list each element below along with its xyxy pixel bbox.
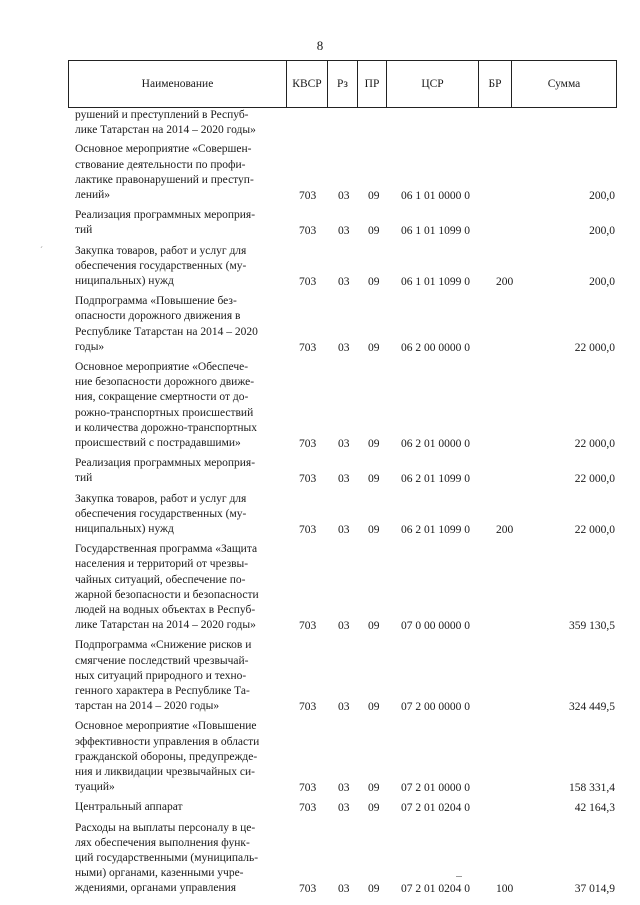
br-cell: 200 xyxy=(496,523,514,536)
kvsr-cell: 703 xyxy=(299,473,317,486)
csr-cell: 07 2 01 0000 0 xyxy=(401,782,470,795)
sum-cell: 22 000,0 xyxy=(574,437,615,450)
kvsr-cell: 703 xyxy=(299,341,317,354)
sum-cell: 37 014,9 xyxy=(574,883,615,896)
table-row xyxy=(0,492,640,543)
rz-cell: 03 xyxy=(338,523,350,536)
row-name: Центральный аппарат xyxy=(75,801,183,814)
table-row xyxy=(0,719,640,800)
table-row xyxy=(0,294,640,360)
table-row xyxy=(0,638,640,719)
page-number: 8 xyxy=(316,38,324,53)
header-name: Наименование xyxy=(69,61,287,107)
header-kvsr: КВСР xyxy=(287,61,328,107)
rz-cell: 03 xyxy=(338,883,350,896)
sum-cell: 324 449,5 xyxy=(569,701,615,714)
pr-cell: 09 xyxy=(368,620,380,633)
csr-cell: 07 2 00 0000 0 xyxy=(401,701,470,714)
pr-cell: 09 xyxy=(368,189,380,202)
kvsr-cell: 703 xyxy=(299,189,317,202)
table-header xyxy=(68,60,617,108)
rz-cell: 03 xyxy=(338,620,350,633)
pr-cell: 09 xyxy=(368,523,380,536)
table-row xyxy=(0,208,640,243)
br-cell: 100 xyxy=(496,883,514,896)
rz-cell: 03 xyxy=(338,782,350,795)
scan-dot xyxy=(456,876,462,877)
row-name: Закупка товаров, работ и услуг для обеспечения государственных (му- ниципальных) нужд xyxy=(75,244,247,287)
rz-cell: 03 xyxy=(338,437,350,450)
table-row xyxy=(0,142,640,208)
br-cell: 200 xyxy=(496,275,514,288)
row-name: Реализация программных мероприя- тий xyxy=(75,209,256,237)
row-name: Подпрограмма «Снижение рисков и смягчение последствий чрезвычай- ных ситуаций природного и техно- генного характера в Республике Та- тарстан на 2014 – 2020 годы» xyxy=(75,639,252,713)
kvsr-cell: 703 xyxy=(299,275,317,288)
pr-cell: 09 xyxy=(368,341,380,354)
sum-cell: 22 000,0 xyxy=(574,473,615,486)
csr-cell: 06 2 01 0000 0 xyxy=(401,437,470,450)
pr-cell: 09 xyxy=(368,473,380,486)
kvsr-cell: 703 xyxy=(299,620,317,633)
csr-cell: 06 1 01 1099 0 xyxy=(401,275,470,288)
rz-cell: 03 xyxy=(338,473,350,486)
header-sum: Сумма xyxy=(547,78,581,90)
kvsr-cell: 703 xyxy=(299,782,317,795)
table-row xyxy=(0,244,640,295)
rz-cell: 03 xyxy=(338,701,350,714)
row-name: Основное мероприятие «Совершен- ствование деятельности по профи- лактике правонарушений и преступ- лений» xyxy=(75,143,254,201)
sum-cell: 158 331,4 xyxy=(569,782,615,795)
pr-cell: 09 xyxy=(368,225,380,238)
csr-cell: 07 0 00 0000 0 xyxy=(401,620,470,633)
kvsr-cell: 703 xyxy=(299,883,317,896)
kvsr-cell: 703 xyxy=(299,225,317,238)
header-rz: Рз xyxy=(328,61,358,107)
table-row xyxy=(0,800,640,820)
table-row xyxy=(0,821,640,902)
row-name: рушений и преступлений в Респуб- лике Татарстан на 2014 – 2020 годы» xyxy=(75,109,256,137)
table-row xyxy=(0,108,640,142)
sum-cell: 200,0 xyxy=(589,225,615,238)
header-csr: ЦСР xyxy=(387,61,479,107)
scan-mark: ´ xyxy=(40,245,43,255)
sum-cell: 22 000,0 xyxy=(574,523,615,536)
csr-cell: 07 2 01 0204 0 xyxy=(401,802,470,815)
kvsr-cell: 703 xyxy=(299,437,317,450)
pr-cell: 09 xyxy=(368,275,380,288)
table-row xyxy=(0,456,640,491)
header-br: БР xyxy=(479,61,512,107)
row-name: Закупка товаров, работ и услуг для обеспечения государственных (му- ниципальных) нужд xyxy=(75,492,247,535)
table-row xyxy=(0,360,640,456)
row-name: Подпрограмма «Повышение без- опасности дорожного движения в Республике Татарстан на 2014 – 2020 годы» xyxy=(75,295,258,353)
csr-cell: 06 1 01 0000 0 xyxy=(401,189,470,202)
sum-cell: 200,0 xyxy=(589,189,615,202)
rz-cell: 03 xyxy=(338,802,350,815)
csr-cell: 06 2 01 1099 0 xyxy=(401,473,470,486)
csr-cell: 07 2 01 0204 0 xyxy=(401,883,470,896)
table-row xyxy=(0,542,640,638)
kvsr-cell: 703 xyxy=(299,802,317,815)
sum-cell: 359 130,5 xyxy=(569,620,615,633)
rz-cell: 03 xyxy=(338,275,350,288)
csr-cell: 06 2 00 0000 0 xyxy=(401,341,470,354)
csr-cell: 06 2 01 1099 0 xyxy=(401,523,470,536)
kvsr-cell: 703 xyxy=(299,701,317,714)
pr-cell: 09 xyxy=(368,701,380,714)
csr-cell: 06 1 01 1099 0 xyxy=(401,225,470,238)
row-name: Государственная программа «Защита населения и территорий от чрезвы- чайных ситуаций, обеспечение по- жарной безопасности и безопасности людей на водных объектах в Респуб- лике Татарстан на 2014 – 2020 годы» xyxy=(75,543,259,632)
rz-cell: 03 xyxy=(338,341,350,354)
sum-cell: 200,0 xyxy=(589,275,615,288)
header-pr: ПР xyxy=(358,61,387,107)
pr-cell: 09 xyxy=(368,883,380,896)
row-name: Реализация программных мероприя- тий xyxy=(75,457,256,485)
sum-cell: 22 000,0 xyxy=(574,341,615,354)
sum-cell: 42 164,3 xyxy=(574,802,615,815)
rz-cell: 03 xyxy=(338,225,350,238)
row-name: Основное мероприятие «Обеспече- ние безопасности дорожного движе- ния, сокращение смертности от до- рожно-транспортных происшествий и количества дорожно-транспортных происшествий с пострадавшими» xyxy=(75,360,258,449)
pr-cell: 09 xyxy=(368,802,380,815)
rz-cell: 03 xyxy=(338,189,350,202)
kvsr-cell: 703 xyxy=(299,523,317,536)
row-name: Расходы на выплаты персоналу в це- лях обеспечения выполнения функ- ций государственными (муниципаль- ными) органами, казенными учре- ждениями, органами управления xyxy=(75,821,259,895)
table-body xyxy=(0,108,640,902)
pr-cell: 09 xyxy=(368,782,380,795)
pr-cell: 09 xyxy=(368,437,380,450)
row-name: Основное мероприятие «Повышение эффективности управления в области гражданской обороны, предупрежде- ния и ликвидации чрезвычайных си- туаций» xyxy=(75,720,260,794)
